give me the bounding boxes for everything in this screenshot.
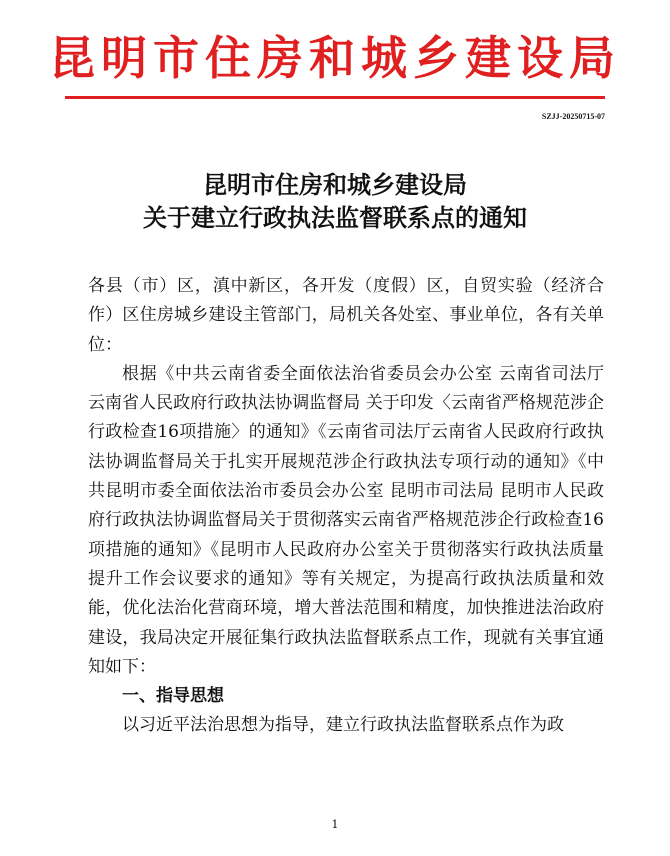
basis-paragraph: 根据《中共云南省委全面依法治省委员会办公室 云南省司法厅 云南省人民政府行政执法协调监督局 关于印发〈云南省严格规范涉企行政检查16项措施〉的通知》《云南省司法厅云南省人民政府行政执法协调监督局关于扎实开展规范涉企行政执法专项行动的通知》《中共昆明市委全面依法治市委员会办公室 昆明市司法局 昆明市人民政府行政执法协调监督局关于贯彻落实云南省严格规范涉企行政检查16项措施的通知》《昆明市人民政府办公室关于贯彻落实行政执法质量提升工作会议要求的通知》等有关规定，为提高行政执法质量和效能，优化法治化营商环境，增大普法范围和精度，加快推进法治政府建设，我局决定开展征集行政执法监督联系点工作，现就有关事宜通知如下： [88,363,604,677]
page-number: 1 [331,818,339,831]
document-body [88,272,604,741]
document-title [0,168,670,234]
section-paragraph-guiding-ideology: 以习近平法治思想为指导，建立行政执法监督联系点作为政 [122,715,564,736]
letterhead-title: 昆明市住房和城乡建设局 [49,31,621,85]
document-title-line-1: 昆明市住房和城乡建设局 [203,170,467,199]
document-title-line-2: 关于建立行政执法监督联系点的通知 [143,203,527,232]
document-number: SZJJ-20250715-07 [541,112,605,121]
addressee-paragraph: 各县（市）区，滇中新区，各开发（度假）区，自贸实验（经济合作）区住房城乡建设主管部门，局机关各处室、事业单位，各有关单位： [88,276,604,355]
letterhead-red-rule [65,96,605,99]
section-heading-guiding-ideology: 一、指导思想 [122,686,224,707]
